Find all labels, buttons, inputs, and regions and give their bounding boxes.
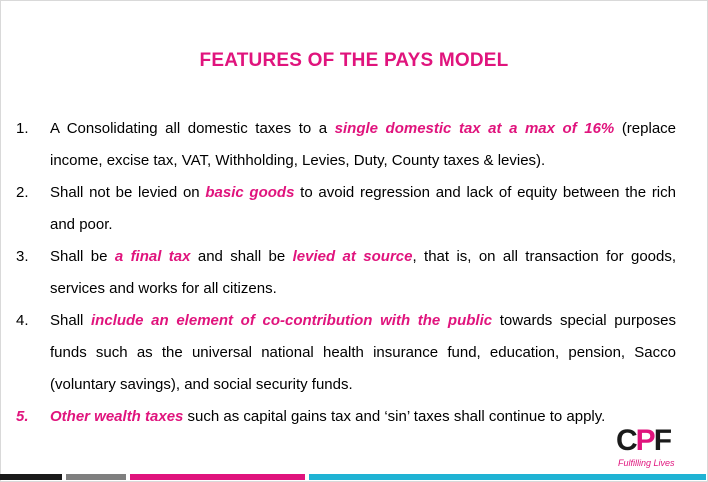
feature-item-4 bbox=[14, 305, 676, 401]
feature-number: 3. bbox=[16, 248, 29, 265]
highlighted-text: levied at source bbox=[292, 248, 413, 265]
body-text: Shall not be levied on bbox=[50, 184, 206, 201]
logo-wordmark bbox=[616, 424, 670, 458]
body-text: A Consolidating all domestic taxes to a bbox=[50, 120, 335, 137]
body-text: , that is, on all transaction for goods, services and works for all citizens. bbox=[50, 248, 677, 297]
body-text: towards special purposes funds such as the universal national health insurance fund, education, pension, Sacco (voluntary savings), and social security funds. bbox=[50, 312, 676, 393]
feature-number: 1. bbox=[16, 120, 29, 137]
slide-title: FEATURES OF THE PAYS MODEL bbox=[199, 50, 509, 71]
highlighted-text: single domestic tax at a max of 16% bbox=[334, 120, 615, 137]
feature-number: 2. bbox=[16, 184, 29, 201]
footer-bar-pink bbox=[130, 474, 305, 480]
feature-item-2 bbox=[14, 177, 676, 241]
body-text: Shall be bbox=[50, 248, 115, 265]
feature-item-5 bbox=[14, 401, 676, 433]
logo-letter-p: P bbox=[635, 424, 654, 457]
footer-bar-cyan bbox=[309, 474, 706, 480]
feature-number: 4. bbox=[16, 312, 29, 329]
highlighted-text: basic goods bbox=[205, 184, 295, 201]
body-text: (replace income, excise tax, VAT, Withholding, Levies, Duty, County taxes & levies). bbox=[50, 120, 677, 169]
feature-number: 5. bbox=[16, 408, 29, 425]
cpf-logo bbox=[616, 424, 696, 474]
body-text: to avoid regression and lack of equity between the rich and poor. bbox=[50, 184, 676, 233]
highlighted-text: include an element of co-contribution with the public bbox=[91, 312, 493, 329]
highlighted-text: Other wealth taxes bbox=[50, 408, 184, 425]
body-text: such as capital gains tax and ‘sin’ taxes shall continue to apply. bbox=[183, 408, 606, 425]
logo-letter-f: F bbox=[653, 424, 671, 457]
footer-bar-grey-1 bbox=[66, 474, 126, 480]
logo-tagline: Fulfilling Lives bbox=[618, 458, 675, 468]
feature-item-1 bbox=[14, 113, 676, 177]
body-text: Shall bbox=[50, 312, 92, 329]
highlighted-text: a final tax bbox=[114, 248, 191, 265]
logo-letter-c: C bbox=[616, 424, 636, 457]
footer-bar-black bbox=[0, 474, 62, 480]
feature-item-3 bbox=[14, 241, 676, 305]
feature-list bbox=[14, 113, 676, 433]
body-text: and shall be bbox=[190, 248, 293, 265]
